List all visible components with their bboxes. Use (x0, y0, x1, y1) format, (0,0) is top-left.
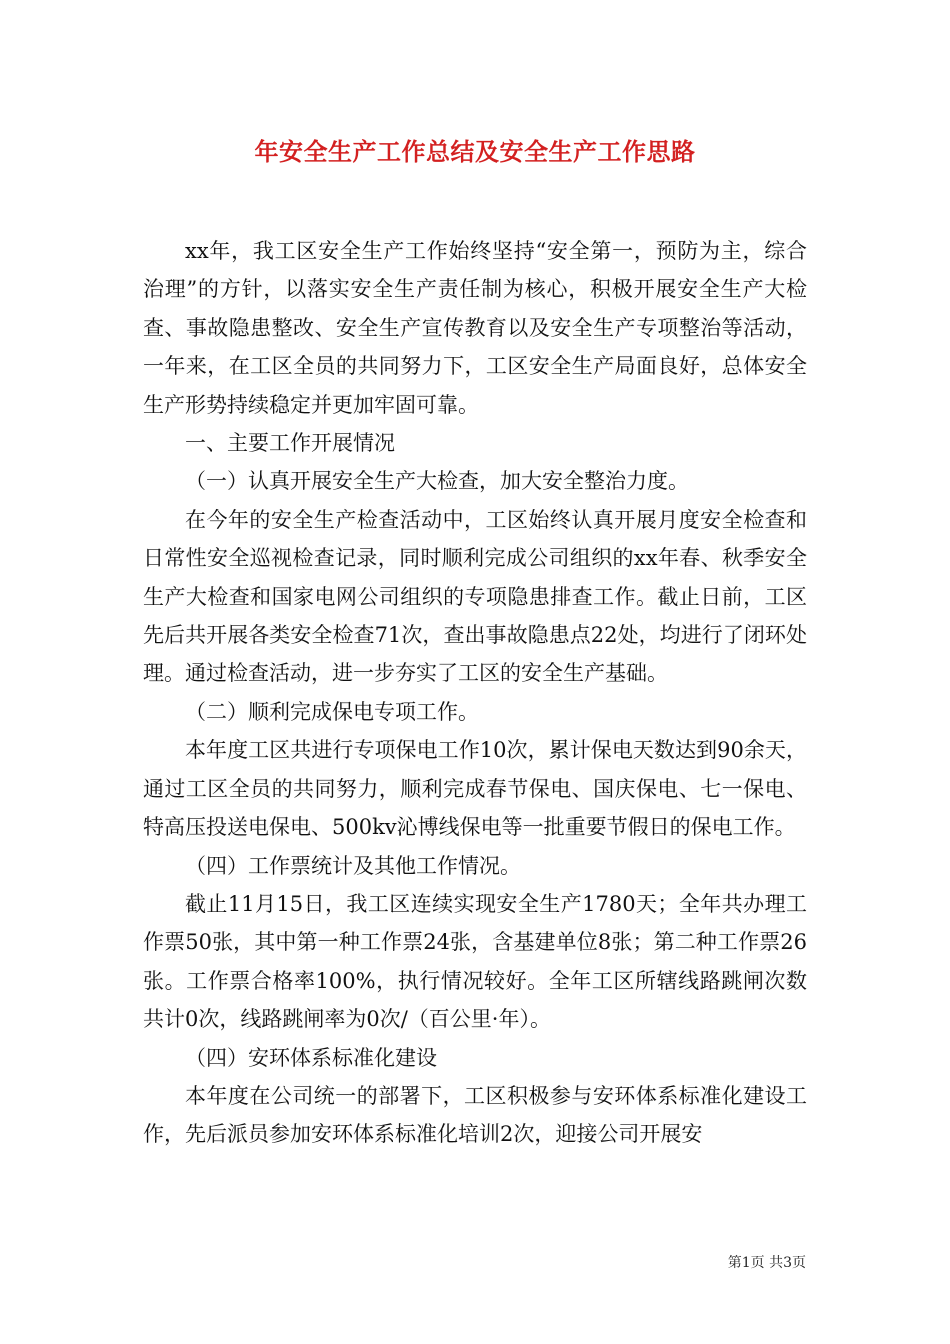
page-number-footer: 第1页 共3页 (727, 1255, 806, 1271)
subheading-power-assurance: （二）顺利完成保电专项工作。 (185, 699, 479, 724)
subheading-standardization: （四）安环体系标准化建设 (185, 1045, 437, 1070)
paragraph-safety-inspection: 在今年的安全生产检查活动中，工区始终认真开展月度安全检查和日常性安全巡视检查记录，同时顺利完成公司组织的xx年春、秋季安全生产大检查和国家电网公司组织的专项隐患排查工作。截止日前，工区先后共开展各类安全检查71次，查出事故隐患点22处，均进行了闭环处理。通过检查活动，进一步夯实了工区的安全生产基础。 (143, 507, 807, 686)
document-title: 年安全生产工作总结及安全生产工作思路 (254, 137, 696, 166)
paragraph-intro: xx年，我工区安全生产工作始终坚持“安全第一，预防为主，综合治理”的方针，以落实安全生产责任制为核心，积极开展安全生产大检查、事故隐患整改、安全生产宣传教育以及安全生产专项整治等活动，一年来，在工区全员的共同努力下，工区安全生产局面良好，总体安全生产形势持续稳定并更加牢固可靠。 (143, 239, 807, 417)
paragraph-work-ticket-statistics: 截止11月15日，我工区连续实现安全生产1780天；全年共办理工作票50张，其中第一种工作票24张，含基建单位8张；第二种工作票26张。工作票合格率100%，执行情况较好。全年工区所辖线路跳闸次数共计0次，线路跳闸率为0次/（百公里·年）。 (143, 891, 807, 1032)
section-heading-main-work: 一、主要工作开展情况 (185, 431, 395, 456)
subheading-safety-inspection: （一）认真开展安全生产大检查，加大安全整治力度。 (185, 469, 689, 494)
document-body (143, 232, 807, 1154)
subheading-work-ticket-statistics: （四）工作票统计及其他工作情况。 (185, 853, 521, 878)
paragraph-power-assurance: 本年度工区共进行专项保电工作10次，累计保电天数达到90余天，通过工区全员的共同努力，顺利完成春节保电、国庆保电、七一保电、特高压投送电保电、500kv沁博线保电等一批重要节假日的保电工作。 (143, 738, 807, 840)
paragraph-standardization: 本年度在公司统一的部署下，工区积极参与安环体系标准化建设工作，先后派员参加安环体系标准化培训2次，迎接公司开展安 (143, 1083, 807, 1147)
